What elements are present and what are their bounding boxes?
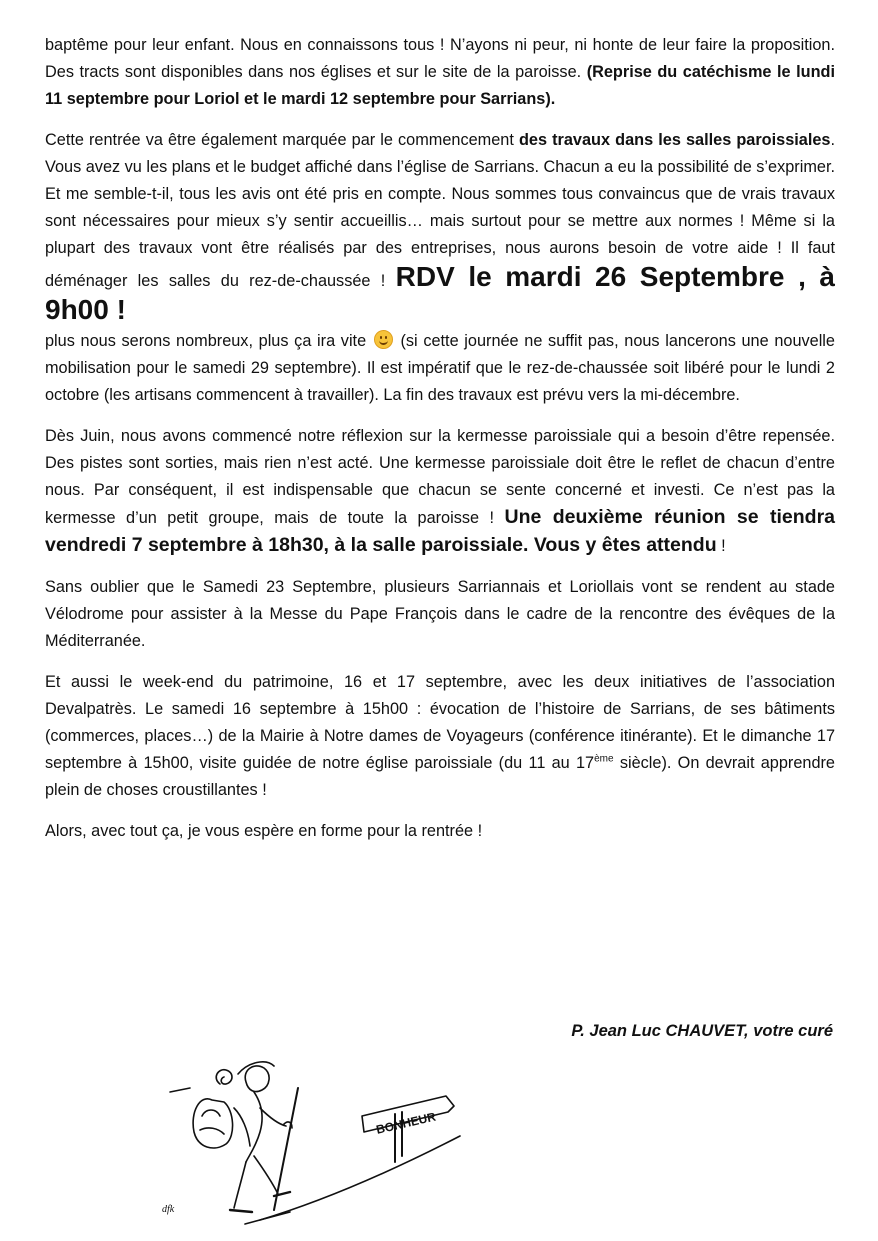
sign-label: BONHEUR bbox=[374, 1109, 438, 1137]
artist-initials: dfk bbox=[162, 1204, 175, 1215]
catechism-dates: (Reprise du catéchisme le lundi 11 septembre pour Loriol et le mardi 12 septembre pour Sarrians). bbox=[45, 63, 835, 108]
paragraph-works: Cette rentrée va être également marquée par le commencement des travaux dans les salles paroissiales. Vous avez vu les plans et le budget affiché dans l’église de Sarrians. Chacun a eu la possibilité de s’exprimer. Et me semble-t-il, tous les avis ont été pris en compte. Nous sommes tous convaincus que de vrais travaux sont nécessaires pour mieux s’y sentir accueillis… mais surtout pour se mettre aux normes ! Même si la plupart des travaux vont être réalisés par des entreprises, nous aurons besoin de votre aide ! Il faut déménager les salles du rez-de-chaussée ! RDV le mardi 26 Septembre , à 9h00 ! plus nous serons nombreux, plus ça ira vite (si cette journée ne suffit pas, nous lancerons une nouvelle mobilisation pour le samedi 29 septembre). Il est impératif que le rez-de-chaussée soit libéré pour le lundi 2 octobre (les artisans commencent à travailler). La fin des travaux est prévu vers la mi-décembre. bbox=[45, 131, 835, 404]
paragraph-heritage: Et aussi le week-end du patrimoine, 16 et 17 septembre, avec les deux initiatives de l’association Devalpatrès. Le samedi 16 septembre à 15h00 : évocation de l’histoire de Sarrians, de ses bâtiments (commerces, places…) de la Mairie à Notre dames de Voyageurs (conférence itinérante). Et le dimanche 17 septembre à 15h00, visite guidée de notre église paroissiale (du 11 au 17ème siècle). On devrait apprendre plein de choses croustillantes ! bbox=[45, 673, 835, 799]
paragraph-pope-mass: Sans oublier que le Samedi 23 Septembre, plusieurs Sarriannais et Loriollais vont se rendent au stade Vélodrome pour assister à la Messe du Pape François dans le cadre de la rencontre des évêques de la Méditerranée. bbox=[45, 578, 835, 650]
paragraph-kermesse: Dès Juin, nous avons commencé notre réflexion sur la kermesse paroissiale qui a besoin d’être repensée. Des pistes sont sorties, mais rien n’est acté. Une kermesse paroissiale doit être le reflet de chacun d’entre nous. Par conséquent, il est indispensable que chacun se sente concerné et investi. Ce n’est pas la kermesse d’un petit groupe, mais de toute la paroisse ! Une deuxième réunion se tiendra vendredi 7 septembre à 18h30, à la salle paroissiale. Vous y êtes attendu ! bbox=[45, 427, 836, 556]
letter-body bbox=[45, 32, 835, 859]
meeting-announcement: Une deuxième réunion se tiendra vendredi 7 septembre à 18h30, à la salle paroissiale. Vous y êtes attendu bbox=[45, 506, 836, 556]
hiker-illustration bbox=[150, 1052, 470, 1227]
paragraph-catechism: baptême pour leur enfant. Nous en connaissons tous ! N’ayons ni peur, ni honte de leur faire la proposition. Des tracts sont disponibles dans nos églises et sur le site de la paroisse. (Reprise du catéchisme le lundi 11 septembre pour Loriol et le mardi 12 septembre pour Sarrians). bbox=[45, 36, 835, 108]
paragraph-closing: Alors, avec tout ça, je vous espère en forme pour la rentrée ! bbox=[45, 822, 483, 840]
rdv-announcement: RDV le mardi 26 Septembre , à 9h00 ! bbox=[45, 261, 835, 325]
smiley-icon bbox=[374, 330, 393, 349]
signature: P. Jean Luc CHAUVET, votre curé bbox=[571, 1022, 833, 1040]
